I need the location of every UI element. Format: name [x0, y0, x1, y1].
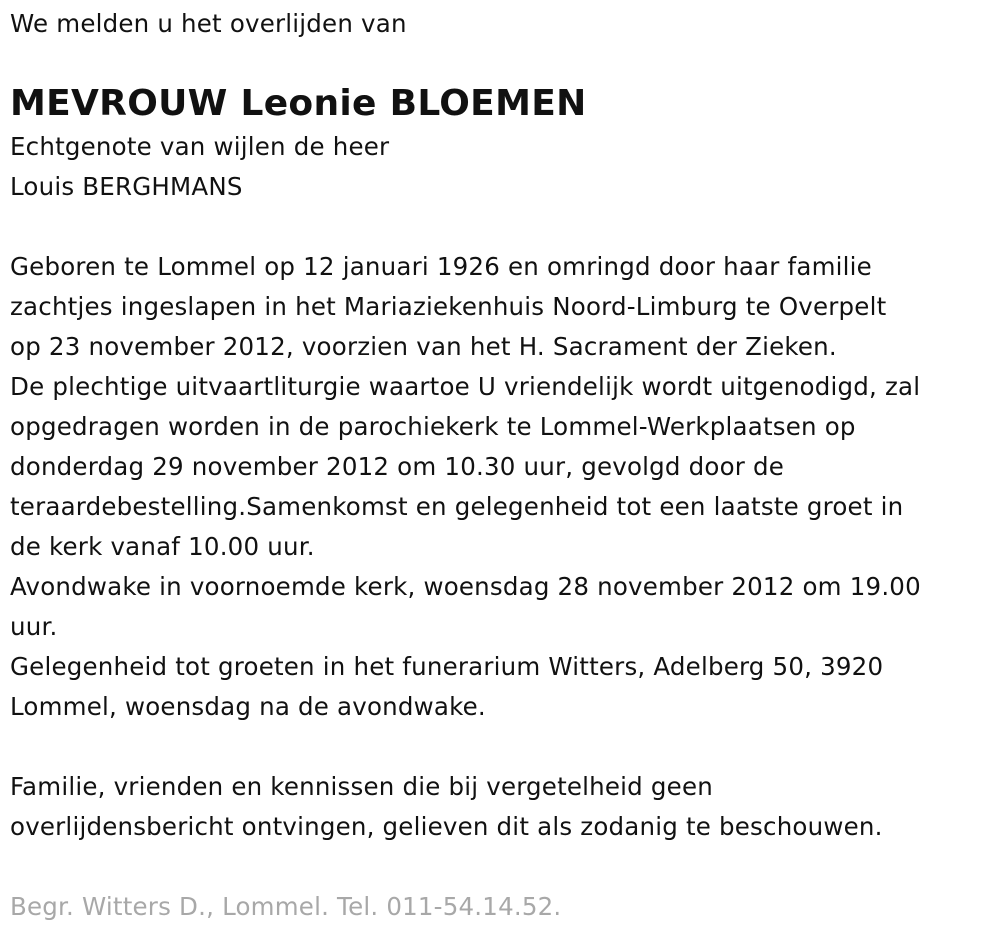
body-line: De plechtige uitvaartliturgie waartoe U vriendelijk wordt uitgenodigd, zal	[10, 372, 921, 401]
body-line: de kerk vanaf 10.00 uur.	[10, 532, 315, 561]
closing-line: Familie, vrienden en kennissen die bij vergetelheid geen	[10, 772, 713, 801]
body-block	[10, 247, 995, 727]
death-notice	[10, 0, 995, 927]
funeral-home-footer: Begr. Witters D., Lommel. Tel. 011-54.14.52.	[10, 892, 562, 921]
body-line: Lommel, woensdag na de avondwake.	[10, 692, 486, 721]
body-line: donderdag 29 november 2012 om 10.30 uur, gevolgd door de	[10, 452, 785, 481]
body-line: Gelegenheid tot groeten in het funerarium Witters, Adelberg 50, 3920	[10, 652, 884, 681]
spacer	[10, 207, 995, 247]
spacer	[10, 727, 995, 767]
body-line: uur.	[10, 612, 58, 641]
spouse-line: Echtgenote van wijlen de heer	[10, 132, 390, 161]
body-line: op 23 november 2012, voorzien van het H. Sacrament der Zieken.	[10, 332, 837, 361]
body-line: zachtjes ingeslapen in het Mariaziekenhuis Noord-Limburg te Overpelt	[10, 292, 887, 321]
body-line: Avondwake in voornoemde kerk, woensdag 28 november 2012 om 19.00	[10, 572, 921, 601]
spouse-block	[10, 127, 995, 207]
body-line: opgedragen worden in de parochiekerk te Lommel-Werkplaatsen op	[10, 412, 856, 441]
intro-text: We melden u het overlijden van	[10, 9, 407, 38]
spouse-line: Louis BERGHMANS	[10, 172, 243, 201]
closing-block	[10, 767, 995, 847]
deceased-name: MEVROUW Leonie BLOEMEN	[10, 83, 587, 124]
body-line: Geboren te Lommel op 12 januari 1926 en omringd door haar familie	[10, 252, 872, 281]
closing-line: overlijdensbericht ontvingen, gelieven dit als zodanig te beschouwen.	[10, 812, 883, 841]
body-line: teraardebestelling.Samenkomst en gelegenheid tot een laatste groet in	[10, 492, 904, 521]
